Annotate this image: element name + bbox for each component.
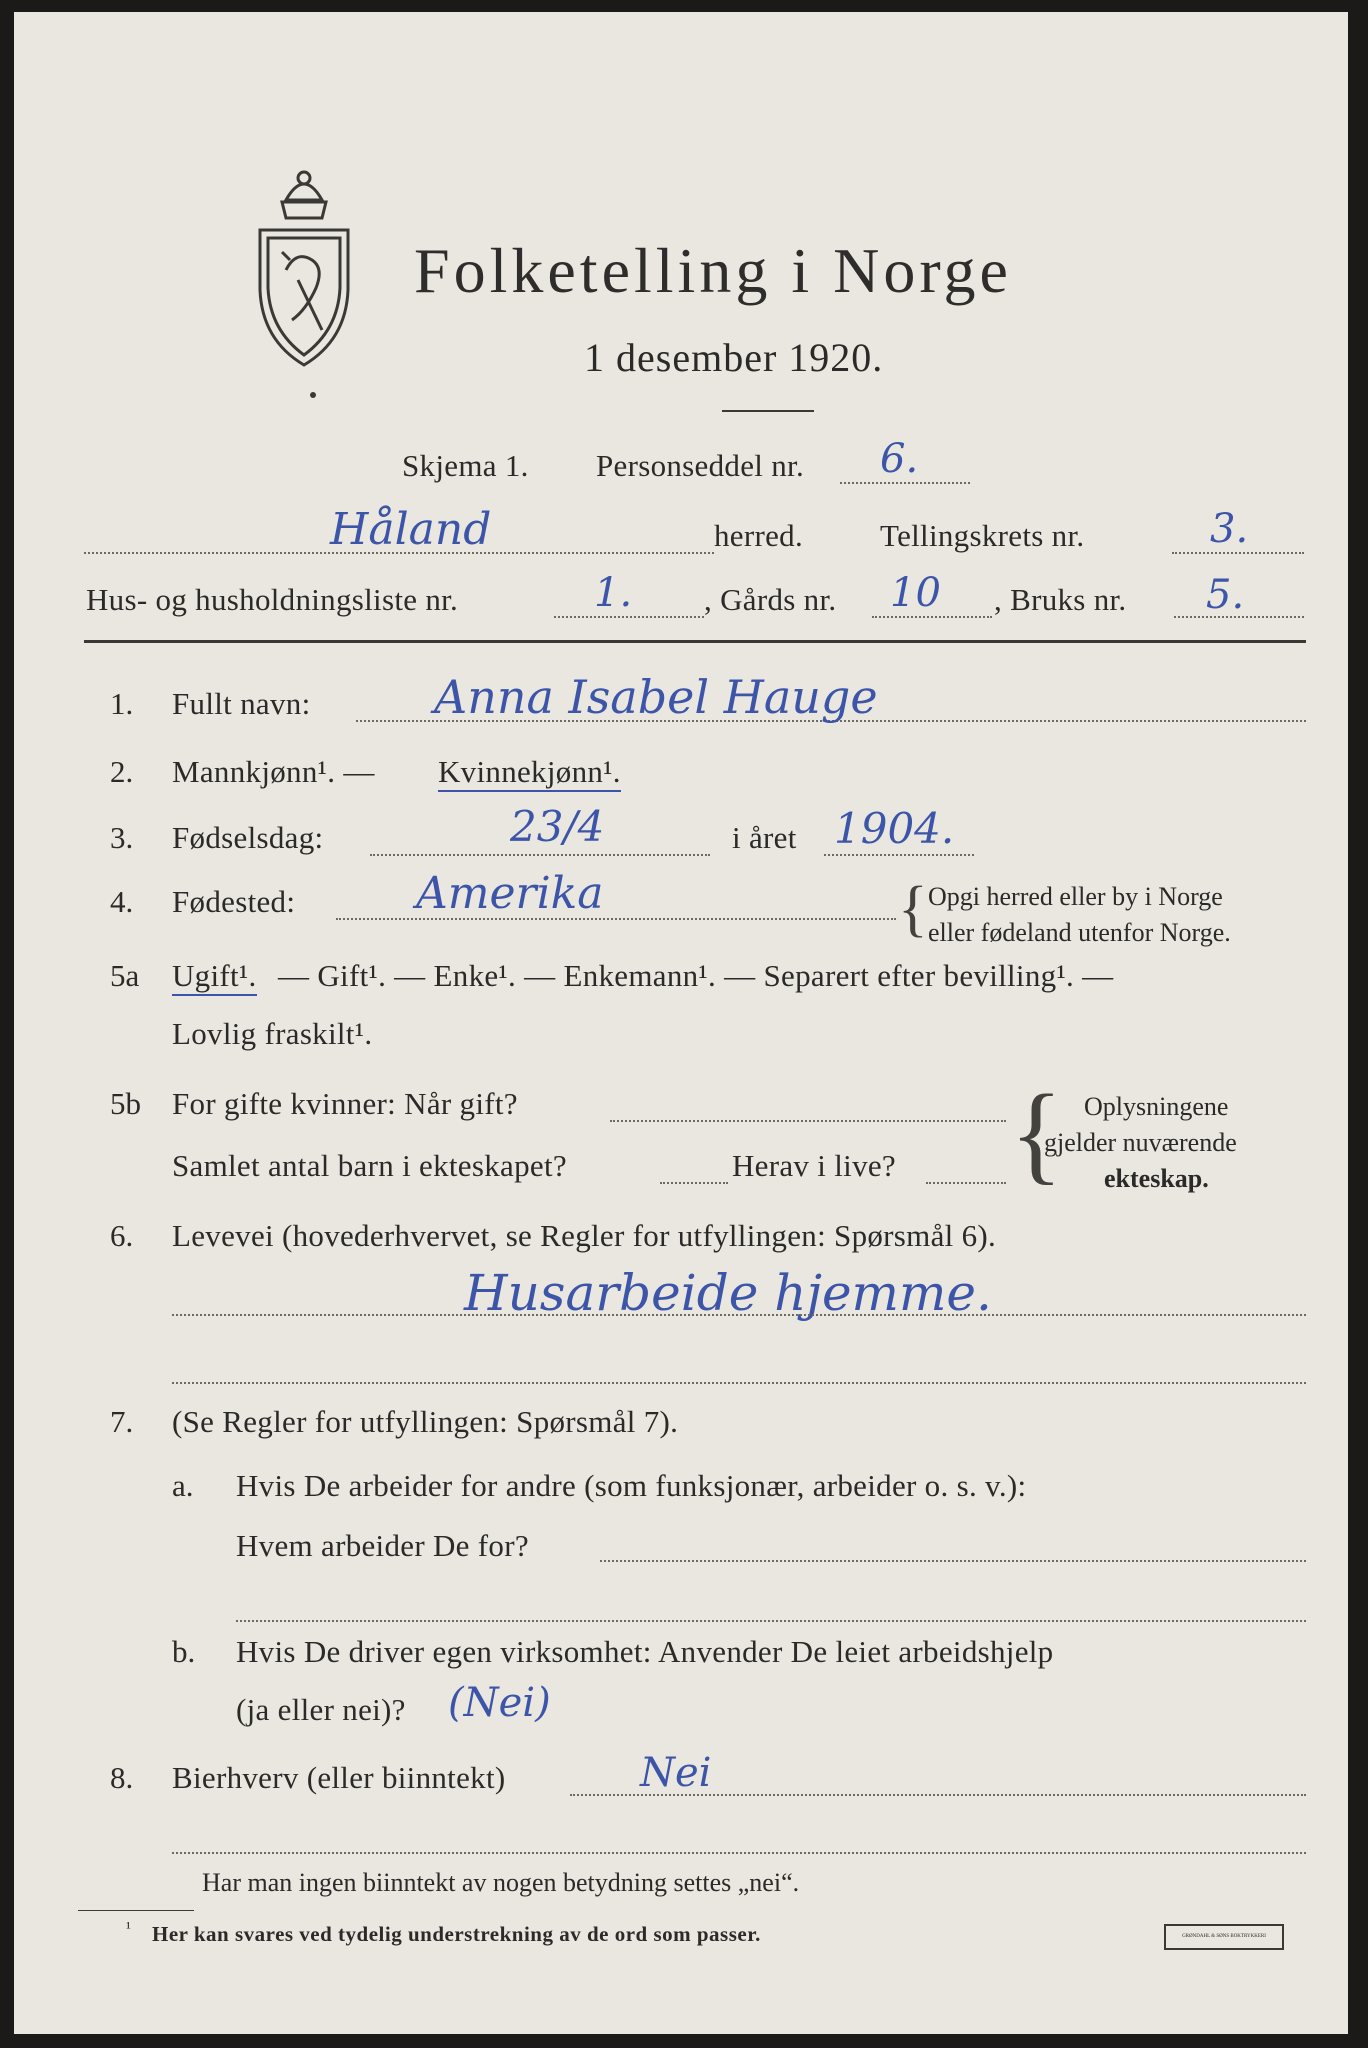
q5b-brace: { [1010,1072,1063,1194]
q7b-value[interactable]: (Nei) [448,1680,551,1726]
q2-female-option[interactable]: Kvinnekjønn¹. [438,754,621,792]
tellingskrets-value[interactable]: 3. [1210,506,1249,552]
q5b-number: 5b [110,1086,141,1121]
census-form [14,12,1348,2034]
form-date: 1 desember 1920. [584,335,884,380]
personseddel-value[interactable]: 6. [880,436,919,482]
q5a-number: 5a [110,958,140,993]
herred-value[interactable]: Håland [330,504,492,555]
dot-mark [310,392,316,398]
q7-label: (Se Regler for utfyllingen: Spørsmål 7). [172,1404,679,1439]
q3-year-label: i året [732,820,797,855]
bruks-label: , Bruks nr. [994,582,1127,617]
birth-year-value[interactable]: 1904. [834,804,955,853]
gards-label: , Gårds nr. [704,582,837,617]
q5b-label-2: Samlet antal barn i ekteskapet? [172,1148,567,1183]
skjema-label: Skjema 1. [402,448,529,483]
herred-label: herred. [714,518,804,553]
full-name-value[interactable]: Anna Isabel Hauge [434,670,878,724]
q8-number: 8. [110,1760,134,1795]
occupation-value[interactable]: Husarbeide hjemme. [464,1264,992,1322]
q4-note-1: Opgi herred eller by i Norge [928,882,1223,911]
q1-label: Fullt navn: [172,686,311,721]
bruks-value[interactable]: 5. [1206,572,1245,618]
tellingskrets-label: Tellingskrets nr. [880,518,1085,553]
form-title: Folketelling i Norge [414,235,1012,306]
q3-number: 3. [110,820,134,855]
q5b-note-3: ekteskap. [1104,1164,1209,1193]
q4-label: Fødested: [172,884,296,919]
gards-value[interactable]: 10 [890,570,941,616]
q7b-label-1: Hvis De driver egen virksomhet: Anvender De leiet arbeidshjelp [236,1634,1054,1669]
q7b-number: b. [172,1634,196,1669]
footnote-mark: ¹ [126,1920,131,1937]
q7a-number: a. [172,1468,194,1503]
footnote-text: Her kan svares ved tydelig understrekning av de ord som passer. [152,1922,761,1946]
q1-number: 1. [110,686,134,721]
q2-number: 2. [110,754,134,789]
q7b-label-2: (ja eller nei)? [236,1692,406,1727]
q7a-label-2: Hvem arbeider De for? [236,1528,529,1563]
q6-label: Levevei (hovederhvervet, se Regler for utfyllingen: Spørsmål 6). [172,1218,997,1253]
q8-label: Bierhverv (eller biinntekt) [172,1760,506,1795]
printer-stamp: GRØNDAHL & SØNS BOKTRYKKERI [1164,1924,1284,1950]
q5b-label-3: Herav i live? [732,1148,896,1183]
q6-number: 6. [110,1218,134,1253]
q5b-note-1: Oplysningene [1084,1092,1229,1121]
q5b-label-1: For gifte kvinner: Når gift? [172,1086,518,1121]
birthplace-value[interactable]: Amerika [416,868,604,919]
q5a-line2[interactable]: Lovlig fraskilt¹. [172,1016,373,1051]
personseddel-label: Personseddel nr. [596,448,804,483]
q2-male-option[interactable]: Mannkjønn¹. — [172,754,375,789]
q4-note-2: eller fødeland utenfor Norge. [928,918,1231,947]
hus-label: Hus- og husholdningsliste nr. [86,582,459,617]
q5a-other-options[interactable]: — Gift¹. — Enke¹. — Enkemann¹. — Separert efter bevilling¹. — [278,958,1114,993]
q5a-ugift-option[interactable]: Ugift¹. [172,958,257,996]
q4-number: 4. [110,884,134,919]
title-divider [722,410,814,412]
birth-date-value[interactable]: 23/4 [510,802,605,851]
header-rule [84,640,1306,643]
q5b-note-2: gjelder nuværende [1044,1128,1237,1157]
secondary-income-value[interactable]: Nei [640,1750,712,1796]
coat-of-arms-icon [246,160,362,370]
q4-brace: { [898,875,928,943]
footer-note: Har man ingen biinntekt av nogen betydning settes „nei“. [202,1868,800,1897]
hus-value[interactable]: 1. [594,570,633,616]
q7-number: 7. [110,1404,134,1439]
q3-label: Fødselsdag: [172,820,324,855]
q7a-label-1: Hvis De arbeider for andre (som funksjonær, arbeider o. s. v.): [236,1468,1027,1503]
